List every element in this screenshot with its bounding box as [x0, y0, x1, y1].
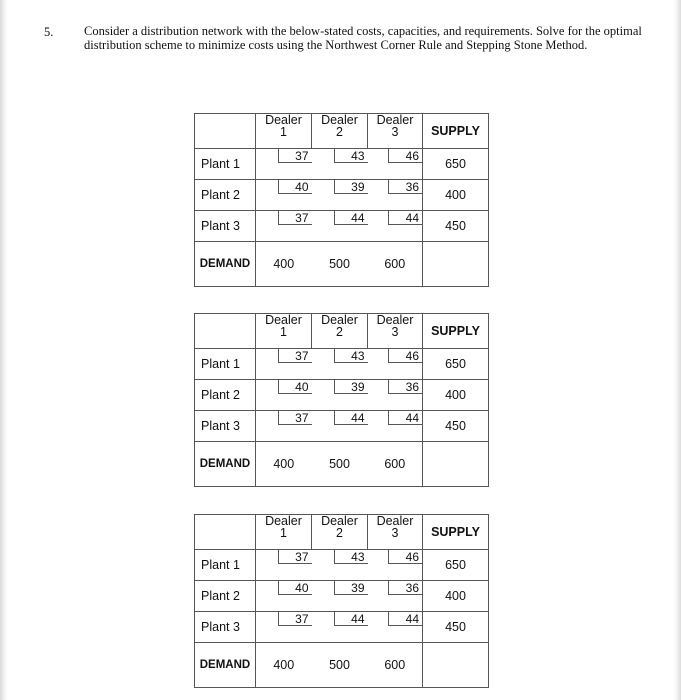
dealer-header — [312, 314, 368, 349]
dealer-header-name: Dealer — [265, 514, 302, 528]
dealer-header-name: Dealer — [376, 113, 414, 127]
unit-cost: 43 — [334, 149, 368, 163]
dealer-header-number: 3 — [391, 125, 399, 139]
transportation-table — [194, 313, 489, 487]
dealer-header-name: Dealer — [376, 313, 414, 327]
demand-value: 400 — [256, 242, 312, 287]
blank-cell — [423, 643, 489, 688]
unit-cost: 43 — [334, 550, 368, 564]
allocation-cell — [368, 581, 423, 612]
allocation-cell — [312, 380, 368, 411]
dealer-header-number: 1 — [280, 325, 287, 339]
dealer-header-number: 1 — [280, 125, 287, 139]
unit-cost: 39 — [334, 380, 368, 394]
unit-cost: 37 — [278, 411, 312, 425]
supply-value: 650 — [423, 149, 489, 180]
dealer-header-number: 3 — [391, 325, 399, 339]
plant-label: Plant 3 — [195, 211, 256, 242]
allocation-cell — [256, 149, 312, 180]
demand-value: 600 — [368, 242, 423, 287]
allocation-cell — [368, 211, 423, 242]
blank-cell — [423, 442, 489, 487]
allocation-cell — [368, 411, 423, 442]
supply-value: 400 — [423, 380, 489, 411]
unit-cost: 39 — [334, 180, 368, 194]
unit-cost: 46 — [388, 550, 422, 564]
unit-cost: 37 — [278, 612, 312, 626]
question-text: Consider a distribution network with the below-stated costs, capacities, and requirements. Solve for the optimal distribution scheme to minimize costs using the Northwest Corner Rule and Stepping Stone Method. — [84, 24, 642, 52]
unit-cost: 37 — [278, 550, 312, 564]
table-row — [195, 180, 489, 211]
demand-row — [195, 643, 489, 688]
page-shadow-left — [0, 0, 8, 700]
dealer-header — [368, 114, 423, 149]
demand-value: 400 — [256, 442, 312, 487]
allocation-cell — [368, 550, 423, 581]
supply-value: 400 — [423, 581, 489, 612]
table-row — [195, 149, 489, 180]
blank-cell — [423, 242, 489, 287]
demand-value: 600 — [368, 442, 423, 487]
plant-label: Plant 3 — [195, 612, 256, 643]
table-row — [195, 211, 489, 242]
allocation-cell — [256, 550, 312, 581]
allocation-cell — [312, 411, 368, 442]
supply-value: 650 — [423, 349, 489, 380]
demand-value: 600 — [368, 643, 423, 688]
allocation-cell — [256, 211, 312, 242]
demand-row — [195, 242, 489, 287]
allocation-cell — [312, 612, 368, 643]
unit-cost: 46 — [388, 149, 422, 163]
allocation-cell — [256, 380, 312, 411]
demand-label: DEMAND — [195, 643, 256, 688]
dealer-header-name: Dealer — [376, 514, 414, 528]
dealer-header-name: Dealer — [321, 514, 358, 528]
unit-cost: 40 — [278, 180, 312, 194]
supply-value: 650 — [423, 550, 489, 581]
dealer-header-name: Dealer — [321, 313, 358, 327]
table-row — [195, 411, 489, 442]
demand-value: 500 — [312, 442, 368, 487]
supply-value: 450 — [423, 612, 489, 643]
allocation-cell — [368, 380, 423, 411]
allocation-cell — [368, 612, 423, 643]
demand-label: DEMAND — [195, 242, 256, 287]
unit-cost: 44 — [388, 411, 422, 425]
supply-header: SUPPLY — [423, 114, 489, 149]
unit-cost: 44 — [334, 612, 368, 626]
supply-value: 450 — [423, 211, 489, 242]
allocation-cell — [312, 180, 368, 211]
allocation-cell — [256, 612, 312, 643]
unit-cost: 46 — [388, 349, 422, 363]
allocation-cell — [312, 349, 368, 380]
unit-cost: 37 — [278, 349, 312, 363]
unit-cost: 44 — [388, 612, 422, 626]
dealer-header — [256, 515, 312, 550]
dealer-header — [312, 114, 368, 149]
allocation-cell — [312, 581, 368, 612]
unit-cost: 44 — [388, 211, 422, 225]
unit-cost: 44 — [334, 211, 368, 225]
plant-label: Plant 1 — [195, 349, 256, 380]
unit-cost: 39 — [334, 581, 368, 595]
corner-cell — [195, 515, 256, 550]
unit-cost: 43 — [334, 349, 368, 363]
unit-cost: 37 — [278, 149, 312, 163]
plant-label: Plant 2 — [195, 180, 256, 211]
allocation-cell — [256, 581, 312, 612]
supply-header: SUPPLY — [423, 515, 489, 550]
table-row — [195, 612, 489, 643]
allocation-cell — [312, 211, 368, 242]
dealer-header — [368, 314, 423, 349]
dealer-header — [256, 314, 312, 349]
dealer-header-number: 2 — [336, 526, 343, 540]
plant-label: Plant 1 — [195, 149, 256, 180]
dealer-header — [312, 515, 368, 550]
supply-header: SUPPLY — [423, 314, 489, 349]
allocation-cell — [256, 349, 312, 380]
unit-cost: 40 — [278, 380, 312, 394]
demand-label: DEMAND — [195, 442, 256, 487]
transportation-table — [194, 113, 489, 287]
allocation-cell — [368, 149, 423, 180]
demand-row — [195, 442, 489, 487]
allocation-cell — [368, 180, 423, 211]
transportation-table — [194, 514, 489, 688]
page-shadow-right — [673, 0, 681, 700]
demand-value: 500 — [312, 242, 368, 287]
unit-cost: 37 — [278, 211, 312, 225]
question-number: 5. — [44, 25, 54, 39]
dealer-header-number: 3 — [391, 526, 399, 540]
table-row — [195, 550, 489, 581]
table-row — [195, 349, 489, 380]
allocation-cell — [368, 349, 423, 380]
dealer-header-number: 1 — [280, 526, 287, 540]
table-row — [195, 581, 489, 612]
dealer-header-number: 2 — [336, 325, 343, 339]
corner-cell — [195, 314, 256, 349]
dealer-header-name: Dealer — [321, 113, 358, 127]
allocation-cell — [312, 550, 368, 581]
dealer-header-name: Dealer — [265, 113, 302, 127]
unit-cost: 36 — [388, 180, 422, 194]
allocation-cell — [312, 149, 368, 180]
dealer-header-number: 2 — [336, 125, 343, 139]
unit-cost: 44 — [334, 411, 368, 425]
unit-cost: 36 — [388, 581, 422, 595]
supply-value: 400 — [423, 180, 489, 211]
plant-label: Plant 3 — [195, 411, 256, 442]
plant-label: Plant 1 — [195, 550, 256, 581]
supply-value: 450 — [423, 411, 489, 442]
dealer-header — [256, 114, 312, 149]
plant-label: Plant 2 — [195, 581, 256, 612]
dealer-header-name: Dealer — [265, 313, 302, 327]
table-row — [195, 380, 489, 411]
corner-cell — [195, 114, 256, 149]
unit-cost: 36 — [388, 380, 422, 394]
allocation-cell — [256, 180, 312, 211]
plant-label: Plant 2 — [195, 380, 256, 411]
dealer-header — [368, 515, 423, 550]
demand-value: 500 — [312, 643, 368, 688]
unit-cost: 40 — [278, 581, 312, 595]
demand-value: 400 — [256, 643, 312, 688]
allocation-cell — [256, 411, 312, 442]
